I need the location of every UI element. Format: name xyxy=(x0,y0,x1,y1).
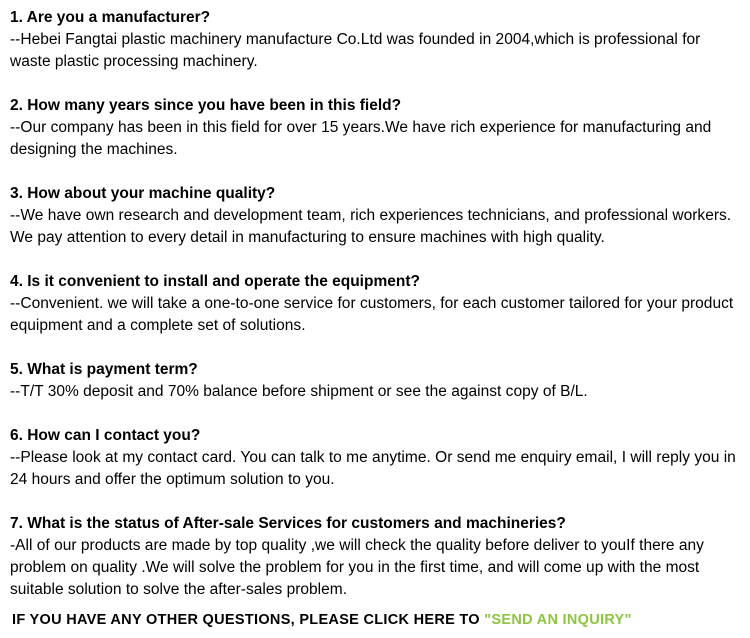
faq-answer: --T/T 30% deposit and 70% balance before shipment or see the against copy of B/L. xyxy=(10,383,588,400)
faq-item-1 xyxy=(10,7,740,73)
faq-question: 6. How can I contact you? xyxy=(10,427,201,444)
faq-answer: --We have own research and development team, rich experiences technicians, and professional workers. We pay attention to every detail in manufacturing to ensure machines with high quality. xyxy=(10,207,732,246)
faq-question: 1. Are you a manufacturer? xyxy=(10,9,211,26)
faq-question: 5. What is payment term? xyxy=(10,361,198,378)
faq-question: 2. How many years since you have been in this field? xyxy=(10,97,402,114)
faq-item-7 xyxy=(10,513,740,601)
contact-prompt-text: IF YOU HAVE ANY OTHER QUESTIONS, PLEASE CLICK HERE TO xyxy=(12,612,485,628)
faq-list xyxy=(10,7,740,623)
faq-answer: --Convenient. we will take a one-to-one service for customers, for each customer tailored for your product equipment and a complete set of solutions. xyxy=(10,295,734,334)
faq-item-5 xyxy=(10,359,740,403)
faq-answer: -All of our products are made by top quality ,we will check the quality before deliver to youIf there any problem on quality .We will solve the problem for you in the first time, and will come up with the most suitable solution to solve the after-sales problem. xyxy=(10,537,704,598)
faq-item-4 xyxy=(10,271,740,337)
faq-answer: --Our company has been in this field for over 15 years.We have rich experience for manufacturing and designing the machines. xyxy=(10,119,712,158)
faq-question: 7. What is the status of After-sale Services for customers and machineries? xyxy=(10,515,566,532)
faq-question: 3. How about your machine quality? xyxy=(10,185,276,202)
faq-item-6 xyxy=(10,425,740,491)
send-inquiry-link[interactable]: "SEND AN INQUIRY" xyxy=(484,612,632,628)
faq-item-2 xyxy=(10,95,740,161)
faq-answer: --Please look at my contact card. You can talk to me anytime. Or send me enquiry email, I will reply you in 24 hours and offer the optimum solution to you. xyxy=(10,449,736,488)
contact-prompt xyxy=(12,610,632,630)
faq-item-3 xyxy=(10,183,740,249)
faq-question: 4. Is it convenient to install and operate the equipment? xyxy=(10,273,420,290)
faq-answer: --Hebei Fangtai plastic machinery manufacture Co.Ltd was founded in 2004,which is professional for waste plastic processing machinery. xyxy=(10,31,701,70)
